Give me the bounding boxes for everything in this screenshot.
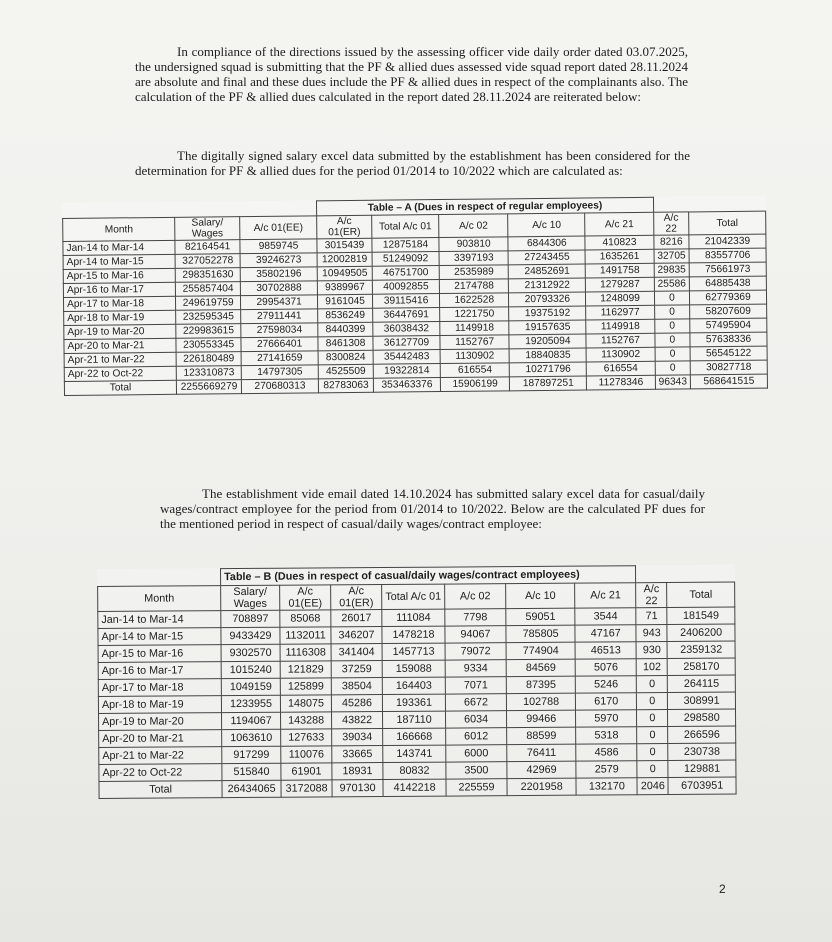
value-cell: 42969 xyxy=(507,761,577,778)
value-cell: 84569 xyxy=(506,659,576,676)
value-cell: 80832 xyxy=(383,762,446,779)
value-cell: 82783063 xyxy=(318,378,373,393)
value-cell: 56545122 xyxy=(690,346,767,361)
value-cell: 515840 xyxy=(222,763,281,780)
value-cell: 30827718 xyxy=(690,360,767,375)
value-cell: 410823 xyxy=(585,235,654,250)
value-cell: 12002819 xyxy=(317,252,372,267)
value-cell: 0 xyxy=(637,693,668,710)
value-cell: 8300824 xyxy=(318,350,373,365)
value-cell: 0 xyxy=(637,676,668,693)
table-header-cell: A/c 02 xyxy=(445,584,506,609)
value-cell: 0 xyxy=(655,361,690,375)
value-cell: 12875184 xyxy=(372,238,439,253)
month-cell: Jan-14 to Mar-14 xyxy=(63,240,175,255)
table-header-cell: Total A/c 01 xyxy=(372,215,439,239)
value-cell: 1248099 xyxy=(586,291,655,306)
value-cell: 4525509 xyxy=(318,364,373,379)
value-cell: 38504 xyxy=(331,678,382,695)
value-cell: 193361 xyxy=(382,694,445,711)
value-cell: 3500 xyxy=(446,762,507,779)
table-header-cell: A/c 22 xyxy=(653,212,689,235)
value-cell: 341404 xyxy=(331,644,382,661)
value-cell: 7798 xyxy=(445,609,506,626)
value-cell: 903810 xyxy=(439,237,509,252)
value-cell: 0 xyxy=(654,305,689,319)
month-cell: Apr-18 to Mar-19 xyxy=(64,310,176,325)
value-cell: 35802196 xyxy=(240,267,317,282)
value-cell: 2174788 xyxy=(439,279,509,294)
value-cell: 143741 xyxy=(383,745,446,762)
value-cell: 36127709 xyxy=(373,336,440,351)
value-cell: 8440399 xyxy=(318,322,373,337)
value-cell: 1221750 xyxy=(440,307,510,322)
value-cell: 24852691 xyxy=(509,264,586,279)
total-label-cell: Total xyxy=(64,380,176,395)
value-cell: 0 xyxy=(654,291,689,305)
value-cell: 230738 xyxy=(668,743,736,760)
value-cell: 123310873 xyxy=(176,366,241,381)
value-cell: 71 xyxy=(636,608,667,625)
month-cell: Apr-17 to Mar-18 xyxy=(63,296,175,311)
value-cell: 27666401 xyxy=(241,337,318,352)
value-cell: 36038432 xyxy=(373,322,440,337)
value-cell: 19205094 xyxy=(509,334,586,349)
value-cell: 9389967 xyxy=(317,280,372,295)
value-cell: 43822 xyxy=(332,712,383,729)
value-cell: 46513 xyxy=(575,642,636,659)
value-cell: 1162977 xyxy=(586,305,655,320)
table-header-cell: A/c 22 xyxy=(636,583,667,608)
value-cell: 9334 xyxy=(445,660,506,677)
value-cell: 27598034 xyxy=(241,323,318,338)
value-cell: 59051 xyxy=(506,608,576,625)
value-cell: 353463376 xyxy=(373,378,440,393)
value-cell: 26017 xyxy=(331,610,382,627)
value-cell: 5970 xyxy=(576,710,637,727)
value-cell: 930 xyxy=(636,642,667,659)
month-cell: Apr-14 to Mar-15 xyxy=(63,254,175,269)
intro-paragraph xyxy=(135,44,688,104)
month-cell: Apr-15 to Mar-16 xyxy=(63,268,175,283)
value-cell: 0 xyxy=(655,333,690,347)
salary-data-paragraph xyxy=(135,148,690,178)
table-total-row xyxy=(99,777,736,798)
table-header-cell: Month xyxy=(63,217,175,241)
salary-data-paragraph-text: The digitally signed salary excel data submitted by the establishment has been considered for the determination for PF & allied dues for the period 01/2014 to 10/2022 which are calculated as: xyxy=(135,148,690,178)
table-b-body xyxy=(98,607,736,798)
value-cell: 3015439 xyxy=(317,238,372,253)
value-cell: 132170 xyxy=(576,778,637,795)
value-cell: 970130 xyxy=(332,780,383,797)
value-cell: 88599 xyxy=(507,727,577,744)
value-cell: 27141659 xyxy=(241,351,318,366)
value-cell: 79072 xyxy=(445,643,506,660)
value-cell: 40092855 xyxy=(372,280,439,295)
value-cell: 6672 xyxy=(445,694,506,711)
table-header-cell: A/c 21 xyxy=(575,583,636,608)
value-cell: 225559 xyxy=(446,779,507,796)
month-cell: Apr-15 to Mar-16 xyxy=(98,645,221,663)
value-cell: 308991 xyxy=(668,692,736,709)
value-cell: 0 xyxy=(655,347,690,361)
value-cell: 0 xyxy=(654,319,689,333)
value-cell: 148075 xyxy=(280,695,331,712)
value-cell: 258170 xyxy=(667,658,735,675)
value-cell: 47167 xyxy=(575,625,636,642)
month-cell: Apr-20 to Mar-21 xyxy=(64,338,176,353)
value-cell: 102788 xyxy=(506,693,576,710)
month-cell: Apr-21 to Mar-22 xyxy=(99,747,222,765)
value-cell: 266596 xyxy=(668,726,736,743)
month-cell: Apr-19 to Mar-20 xyxy=(99,713,222,731)
table-b-casual-employees xyxy=(97,565,737,799)
value-cell: 1130902 xyxy=(586,347,655,362)
value-cell: 127633 xyxy=(281,729,332,746)
value-cell: 29835 xyxy=(654,263,689,277)
value-cell: 11278346 xyxy=(587,375,656,390)
value-cell: 1152767 xyxy=(440,335,510,350)
value-cell: 1015240 xyxy=(221,661,280,678)
value-cell: 10949505 xyxy=(317,266,372,281)
value-cell: 96343 xyxy=(655,375,690,389)
value-cell: 27243455 xyxy=(508,250,585,265)
value-cell: 616554 xyxy=(440,363,510,378)
value-cell: 21312922 xyxy=(509,278,586,293)
value-cell: 18840835 xyxy=(509,348,586,363)
value-cell: 1457713 xyxy=(382,643,445,660)
value-cell: 298351630 xyxy=(175,268,240,283)
value-cell: 1478218 xyxy=(382,626,445,643)
value-cell: 9433429 xyxy=(221,627,280,644)
value-cell: 39034 xyxy=(332,729,383,746)
value-cell: 568641515 xyxy=(690,374,767,389)
value-cell: 0 xyxy=(637,727,668,744)
value-cell: 29954371 xyxy=(241,295,318,310)
value-cell: 32705 xyxy=(654,249,689,263)
value-cell: 58207609 xyxy=(690,304,767,319)
value-cell: 943 xyxy=(636,625,667,642)
value-cell: 1116308 xyxy=(280,644,331,661)
month-cell: Apr-18 to Mar-19 xyxy=(98,696,221,714)
value-cell: 39246273 xyxy=(240,253,317,268)
table-a-regular-employees xyxy=(62,196,768,396)
value-cell: 249619759 xyxy=(176,296,241,311)
value-cell: 83557706 xyxy=(689,248,766,263)
month-cell: Apr-21 to Mar-22 xyxy=(64,352,176,367)
value-cell: 0 xyxy=(637,710,668,727)
value-cell: 0 xyxy=(637,744,668,761)
value-cell: 27911441 xyxy=(241,309,318,324)
value-cell: 64885438 xyxy=(689,276,766,291)
value-cell: 10271796 xyxy=(510,362,587,377)
value-cell: 4586 xyxy=(576,744,637,761)
value-cell: 20793326 xyxy=(509,292,586,307)
value-cell: 8536249 xyxy=(318,308,373,323)
table-a-body xyxy=(63,234,768,395)
value-cell: 21042339 xyxy=(689,234,766,249)
table-header-cell: Total A/c 01 xyxy=(382,584,445,609)
value-cell: 181549 xyxy=(667,607,735,624)
value-cell: 917299 xyxy=(222,746,281,763)
value-cell: 1635261 xyxy=(585,249,654,264)
value-cell: 9859745 xyxy=(240,239,317,254)
value-cell: 14797305 xyxy=(241,365,318,380)
value-cell: 121829 xyxy=(280,661,331,678)
value-cell: 129881 xyxy=(668,760,736,777)
table-header-cell: A/c 10 xyxy=(506,583,576,608)
value-cell: 1149918 xyxy=(440,321,510,336)
value-cell: 1622528 xyxy=(440,293,510,308)
value-cell: 3397193 xyxy=(439,251,509,266)
month-cell: Apr-16 to Mar-17 xyxy=(63,282,175,297)
table-header-cell: A/c 21 xyxy=(585,212,654,236)
value-cell: 2255669279 xyxy=(177,380,242,395)
value-cell: 616554 xyxy=(587,361,656,376)
value-cell: 99466 xyxy=(506,710,576,727)
value-cell: 255857404 xyxy=(175,282,240,297)
value-cell: 229983615 xyxy=(176,324,241,339)
table-b-caption: Table – B (Dues in respect of casual/daily wages/contract employees) xyxy=(221,566,636,586)
value-cell: 18931 xyxy=(332,763,383,780)
table-header-cell: A/c 01(ER) xyxy=(317,215,372,239)
value-cell: 164403 xyxy=(382,677,445,694)
value-cell: 3172088 xyxy=(281,780,332,797)
value-cell: 39115416 xyxy=(373,294,440,309)
value-cell: 708897 xyxy=(221,610,280,627)
value-cell: 19157635 xyxy=(509,320,586,335)
value-cell: 6000 xyxy=(446,745,507,762)
month-cell: Jan-14 to Mar-14 xyxy=(98,611,221,629)
value-cell: 33665 xyxy=(332,746,383,763)
value-cell: 2359132 xyxy=(667,641,735,658)
value-cell: 3544 xyxy=(575,608,636,625)
value-cell: 37259 xyxy=(331,661,382,678)
value-cell: 62779369 xyxy=(690,290,767,305)
month-cell: Apr-17 to Mar-18 xyxy=(98,679,221,697)
value-cell: 111084 xyxy=(382,609,445,626)
value-cell: 346207 xyxy=(331,627,382,644)
value-cell: 15906199 xyxy=(440,377,510,392)
value-cell: 1132011 xyxy=(280,627,331,644)
month-cell: Apr-14 to Mar-15 xyxy=(98,628,221,646)
value-cell: 187110 xyxy=(383,711,446,728)
value-cell: 6844306 xyxy=(508,236,585,251)
value-cell: 166668 xyxy=(383,728,446,745)
value-cell: 1194067 xyxy=(222,712,281,729)
value-cell: 785805 xyxy=(506,625,576,642)
value-cell: 159088 xyxy=(382,660,445,677)
month-cell: Apr-19 to Mar-20 xyxy=(64,324,176,339)
value-cell: 2201958 xyxy=(507,778,577,795)
intro-paragraph-text: In compliance of the directions issued by the assessing officer vide daily order dated 03.07.2025, the undersigned squad is submitting that the PF & allied dues assessed vide squad report dated 28.11.2024 are absolute and final and these dues include the PF & allied dues in respect of the complainants also. The calculation of the PF & allied dues calculated in the report dated 28.11.2024 are reiterated below: xyxy=(135,44,688,104)
table-header-cell: Total xyxy=(689,211,766,235)
value-cell: 61901 xyxy=(281,763,332,780)
value-cell: 57638336 xyxy=(690,332,767,347)
value-cell: 0 xyxy=(637,761,668,778)
table-header-cell: Salary/ Wages xyxy=(175,217,240,241)
value-cell: 774904 xyxy=(506,642,576,659)
value-cell: 1049159 xyxy=(221,678,280,695)
value-cell: 298580 xyxy=(668,709,736,726)
month-cell: Apr-16 to Mar-17 xyxy=(98,662,221,680)
value-cell: 8461308 xyxy=(318,336,373,351)
value-cell: 1279287 xyxy=(586,277,655,292)
value-cell: 6170 xyxy=(576,693,637,710)
value-cell: 2535989 xyxy=(439,265,509,280)
table-header-cell: Salary/ Wages xyxy=(221,585,280,610)
value-cell: 25586 xyxy=(654,277,689,291)
table-header-cell: A/c 01(ER) xyxy=(331,585,382,610)
value-cell: 102 xyxy=(636,659,667,676)
table-header-cell: A/c 10 xyxy=(508,213,585,237)
value-cell: 327052278 xyxy=(175,254,240,269)
value-cell: 36447691 xyxy=(373,308,440,323)
value-cell: 7071 xyxy=(445,677,506,694)
value-cell: 1063610 xyxy=(222,729,281,746)
value-cell: 264115 xyxy=(668,675,736,692)
value-cell: 35442483 xyxy=(373,350,440,365)
table-header-cell: Total xyxy=(667,582,735,607)
value-cell: 76411 xyxy=(507,744,577,761)
value-cell: 226180489 xyxy=(176,352,241,367)
value-cell: 110076 xyxy=(281,746,332,763)
value-cell: 75661973 xyxy=(689,262,766,277)
value-cell: 270680313 xyxy=(242,379,319,394)
value-cell: 19322814 xyxy=(373,364,440,379)
value-cell: 30702888 xyxy=(240,281,317,296)
table-a-caption: Table – A (Dues in respect of regular employees) xyxy=(317,197,654,216)
value-cell: 5076 xyxy=(575,659,636,676)
value-cell: 9161045 xyxy=(318,294,373,309)
table-header-cell: A/c 01(EE) xyxy=(240,216,317,240)
page-number: 2 xyxy=(719,882,726,896)
table-header-cell: A/c 02 xyxy=(439,214,509,238)
value-cell: 1149918 xyxy=(586,319,655,334)
value-cell: 94067 xyxy=(445,626,506,643)
value-cell: 9302570 xyxy=(221,644,280,661)
value-cell: 45286 xyxy=(331,695,382,712)
casual-employees-paragraph-text: The establishment vide email dated 14.10.2024 has submitted salary excel data for casual/daily wages/contract employee for the period from 01/2014 to 10/2022. Below are the calculated PF dues for the mentioned period in respect of casual/daily wages/contract employee: xyxy=(160,486,705,531)
value-cell: 230553345 xyxy=(176,338,241,353)
value-cell: 26434065 xyxy=(222,780,281,797)
value-cell: 85068 xyxy=(280,610,331,627)
value-cell: 51249092 xyxy=(372,252,439,267)
value-cell: 8216 xyxy=(654,235,689,249)
value-cell: 82164541 xyxy=(175,240,240,255)
value-cell: 1491758 xyxy=(585,263,654,278)
value-cell: 187897251 xyxy=(510,376,587,391)
value-cell: 1152767 xyxy=(586,333,655,348)
value-cell: 19375192 xyxy=(509,306,586,321)
value-cell: 125899 xyxy=(280,678,331,695)
value-cell: 2579 xyxy=(576,761,637,778)
value-cell: 4142218 xyxy=(383,779,446,796)
value-cell: 5318 xyxy=(576,727,637,744)
casual-employees-paragraph xyxy=(160,486,705,531)
value-cell: 2406200 xyxy=(667,624,735,641)
total-label-cell: Total xyxy=(99,781,222,799)
value-cell: 6034 xyxy=(446,711,507,728)
value-cell: 232595345 xyxy=(176,310,241,325)
month-cell: Apr-22 to Oct-22 xyxy=(64,366,176,381)
value-cell: 143288 xyxy=(281,712,332,729)
value-cell: 6012 xyxy=(446,728,507,745)
month-cell: Apr-20 to Mar-21 xyxy=(99,730,222,748)
value-cell: 57495904 xyxy=(690,318,767,333)
value-cell: 2046 xyxy=(637,778,668,795)
table-header-cell: Month xyxy=(98,586,221,612)
value-cell: 1233955 xyxy=(221,695,280,712)
value-cell: 6703951 xyxy=(668,777,736,794)
value-cell: 5246 xyxy=(576,676,637,693)
value-cell: 1130902 xyxy=(440,349,510,364)
value-cell: 87395 xyxy=(506,676,576,693)
table-header-cell: A/c 01(EE) xyxy=(280,585,331,610)
value-cell: 46751700 xyxy=(372,266,439,281)
month-cell: Apr-22 to Oct-22 xyxy=(99,764,222,782)
